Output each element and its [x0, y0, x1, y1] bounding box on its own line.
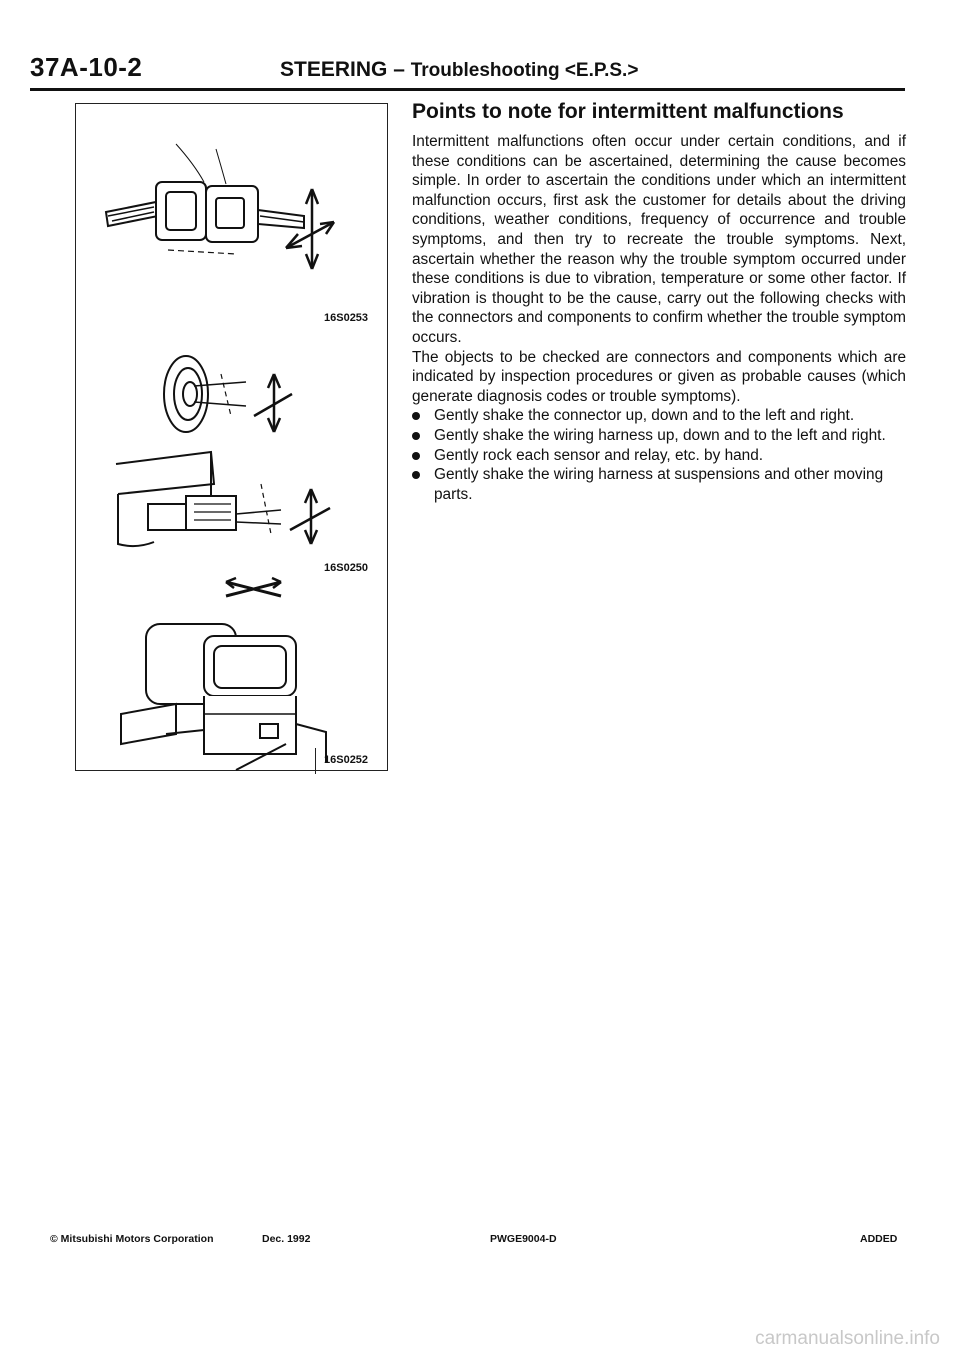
- relay-rocking-icon: [76, 574, 386, 772]
- list-item-text: Gently shake the connector up, down and to the left and right.: [434, 407, 855, 425]
- bullet-icon: [412, 412, 420, 420]
- footer-copyright: © Mitsubishi Motors Corporation: [50, 1233, 214, 1245]
- list-item: [412, 446, 906, 466]
- content-column: [412, 100, 906, 504]
- subsection-name: Troubleshooting <E.P.S.>: [410, 60, 639, 81]
- watermark: carmanualsonline.info: [755, 1328, 940, 1349]
- list-item: [412, 406, 906, 426]
- page-footer: [50, 1233, 930, 1251]
- section-title: [280, 58, 638, 82]
- connector-wiggle-icon: [76, 104, 386, 334]
- page-header: [30, 52, 905, 92]
- footer-code: PWGE9004-D: [490, 1233, 557, 1245]
- footer-status: ADDED: [860, 1233, 898, 1245]
- content-heading: Points to note for intermittent malfunctions: [412, 100, 844, 123]
- list-item-text: Gently rock each sensor and relay, etc. by hand.: [434, 446, 764, 464]
- bullet-icon: [412, 432, 420, 440]
- harness-grommet-connector-icon: [76, 344, 386, 574]
- paragraph-objects: The objects to be checked are connectors and components which are indicated by inspection procedures or given as probable causes (which generate diagnosis codes or trouble symptoms).: [412, 348, 906, 405]
- figure-code: 16S0250: [324, 562, 369, 574]
- figure-code: 16S0253: [324, 312, 369, 324]
- footer-date: Dec. 1992: [262, 1233, 311, 1245]
- list-item: [412, 426, 906, 446]
- section-name: STEERING: [280, 58, 388, 81]
- page-number: 37A-10-2: [30, 52, 143, 82]
- bullet-icon: [412, 452, 420, 460]
- header-rule: [30, 88, 905, 91]
- list-item-text: Gently shake the wiring harness up, down and to the left and right.: [434, 426, 886, 444]
- title-dash: –: [393, 58, 405, 81]
- list-item: [412, 465, 906, 504]
- figure-harness: [76, 344, 386, 574]
- figure-box: [75, 103, 388, 771]
- checks-list: [412, 406, 906, 504]
- figure-connector: [76, 104, 386, 334]
- figure-code: 16S0252: [324, 754, 369, 766]
- figure-separator: [315, 748, 316, 774]
- bullet-icon: [412, 471, 420, 479]
- list-item-text: Gently shake the wiring harness at suspensions and other moving parts.: [434, 466, 884, 503]
- paragraph-conditions: Intermittent malfunctions often occur under certain conditions, and if these conditions can be ascertained, determining the cause becomes simple. In order to ascertain the conditions under which an intermittent malfunction occurs, first ask the customer for details about the driving conditions, weather conditions, frequency of occurrence and trouble symptoms, and then try to recreate the trouble symptoms. Next, ascertain whether the reason why the trouble symptom occurred under these conditions is due to vibration, temperature or some other factor. If vibration is thought to be the cause, carry out the following checks with the connectors and components to confirm whether the trouble symptom occurs.: [412, 133, 906, 346]
- figure-relay: [76, 574, 386, 772]
